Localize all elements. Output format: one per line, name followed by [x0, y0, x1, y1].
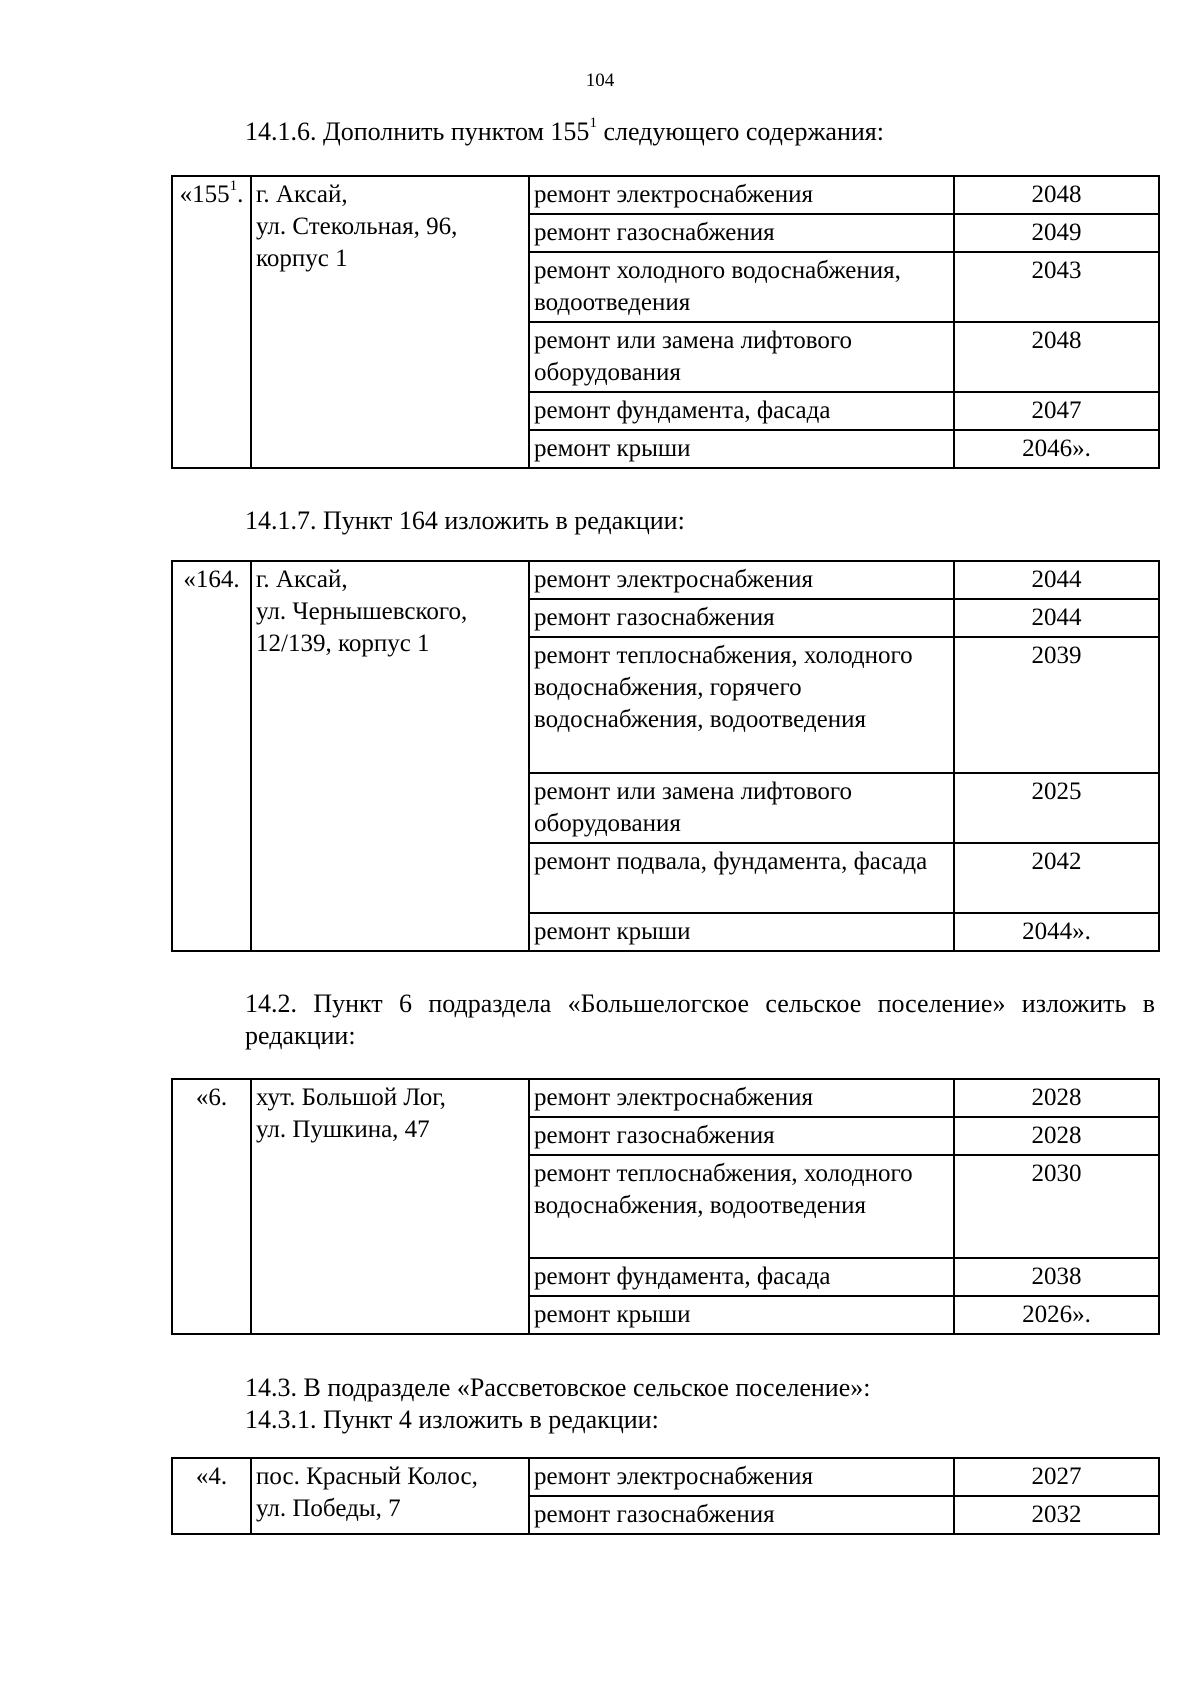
work-type: ремонт электроснабжения [529, 1458, 954, 1496]
work-type: ремонт газоснабжения [529, 214, 954, 252]
work-type: ремонт или замена лифтового оборудования [529, 322, 954, 392]
amendment-table-4 [171, 1457, 1160, 1535]
amendment-table-164 [171, 560, 1160, 952]
page-number: 104 [585, 70, 615, 91]
section-heading-14-3: 14.3. В подразделе «Рассветовское сельское поселение»: 14.3.1. Пункт 4 изложить в редакции: [173, 1372, 1155, 1436]
work-type: ремонт подвала, фундамента, фасада [529, 843, 954, 913]
section-heading-14-1-7: 14.1.7. Пункт 164 изложить в редакции: [245, 506, 685, 535]
work-year: 2044». [954, 913, 1159, 951]
work-type: ремонт холодного водоснабжения, водоотведения [529, 252, 954, 322]
section-subheading-14-3-1: 14.3.1. Пункт 4 изложить в редакции: [245, 1405, 659, 1434]
work-year: 2027 [954, 1458, 1159, 1496]
work-type: ремонт или замена лифтового оборудования [529, 773, 954, 843]
work-type: ремонт газоснабжения [529, 1496, 954, 1534]
work-year: 2044 [954, 561, 1159, 599]
item-address: пос. Красный Колос, ул. Победы, 7 [251, 1458, 529, 1534]
work-type: ремонт электроснабжения [529, 176, 954, 214]
work-year: 2047 [954, 392, 1159, 430]
work-year: 2039 [954, 637, 1159, 773]
work-type: ремонт крыши [529, 1296, 954, 1334]
item-address: г. Аксай, ул. Стекольная, 96, корпус 1 [251, 176, 529, 468]
item-address: хут. Большой Лог, ул. Пушкина, 47 [251, 1079, 529, 1334]
item-number: «$155^1$. [172, 176, 251, 468]
work-year: 2048 [954, 322, 1159, 392]
work-type: ремонт теплоснабжения, холодного водоснабжения, горячего водоснабжения, водоотведения [529, 637, 954, 773]
item-number: «164. [172, 561, 251, 951]
work-year: 2030 [954, 1155, 1159, 1258]
work-year: 2025 [954, 773, 1159, 843]
work-year: 2048 [954, 176, 1159, 214]
work-year: 2043 [954, 252, 1159, 322]
work-type: ремонт электроснабжения [529, 1079, 954, 1117]
work-type: ремонт теплоснабжения, холодного водоснабжения, водоотведения [529, 1155, 954, 1258]
item-number: «4. [172, 1458, 251, 1534]
work-type: ремонт электроснабжения [529, 561, 954, 599]
work-year: 2046». [954, 430, 1159, 468]
work-type: ремонт фундамента, фасада [529, 392, 954, 430]
work-type: ремонт крыши [529, 913, 954, 951]
work-year: 2032 [954, 1496, 1159, 1534]
section-heading-14-1-6: 14.1.6. Дополнить пунктом $155^1$ следующего содержания: [245, 115, 884, 146]
section-heading-14-2: 14.2. Пункт 6 подраздела «Большелогское сельское поселение» изложить в редакции: [245, 989, 1155, 1050]
work-type: ремонт газоснабжения [529, 1117, 954, 1155]
amendment-table-6 [171, 1078, 1160, 1335]
work-type: ремонт фундамента, фасада [529, 1258, 954, 1296]
amendment-table-155-1 [171, 175, 1160, 469]
item-number: «6. [172, 1079, 251, 1334]
work-year: 2028 [954, 1079, 1159, 1117]
work-year: 2049 [954, 214, 1159, 252]
item-address: г. Аксай, ул. Чернышевского, 12/139, корпус 1 [251, 561, 529, 951]
work-year: 2028 [954, 1117, 1159, 1155]
work-type: ремонт крыши [529, 430, 954, 468]
work-year: 2044 [954, 599, 1159, 637]
work-year: 2038 [954, 1258, 1159, 1296]
work-year: 2026». [954, 1296, 1159, 1334]
work-year: 2042 [954, 843, 1159, 913]
work-type: ремонт газоснабжения [529, 599, 954, 637]
